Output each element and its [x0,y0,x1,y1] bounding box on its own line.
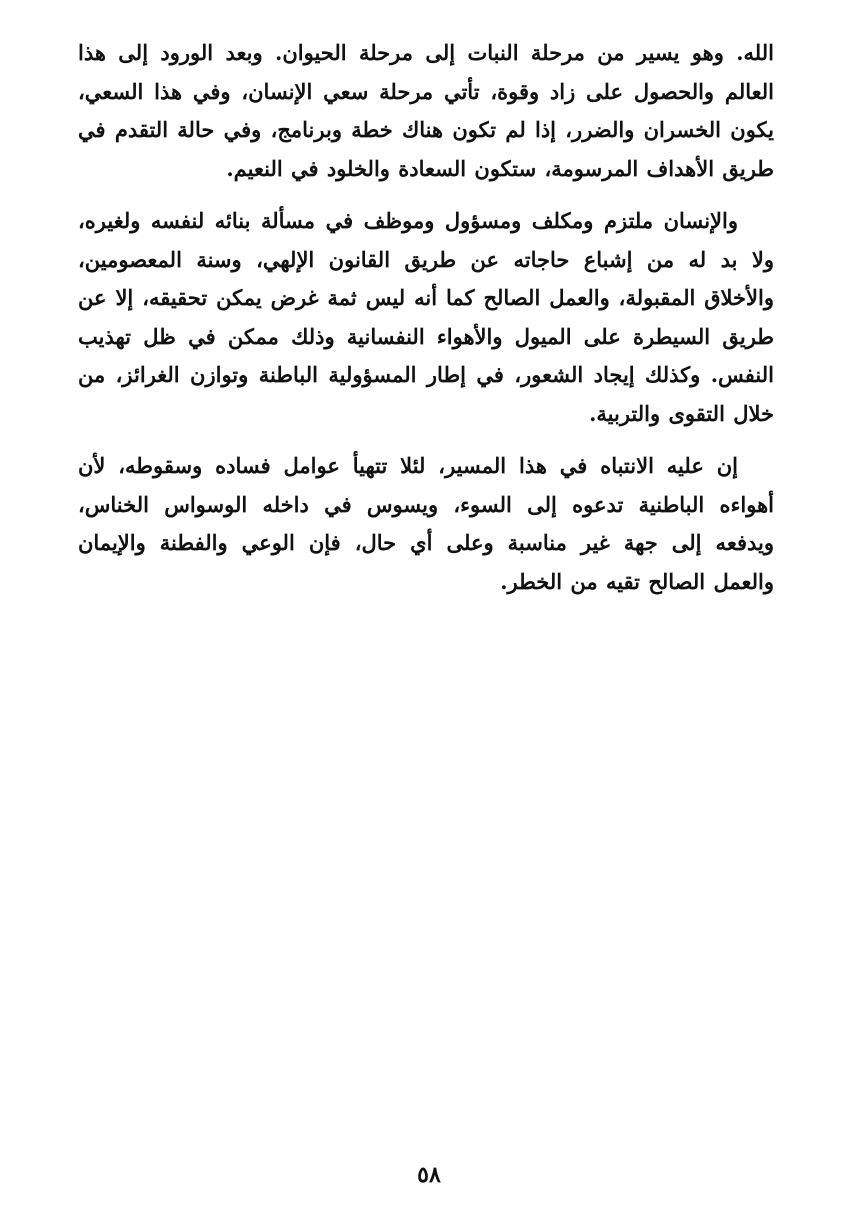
paragraph-3: إن عليه الانتباه في هذا المسير، لئلا تتهيأ عوامل فساده وسقوطه، لأن أهواءه الباطنية تدعوه إلى السوء، ويسوس في داخله الوسواس الخناس، ويدفعه إلى جهة غير مناسبة وعلى أي حال، فإن الوعي والفطنة والإيمان والعمل الصالح تقيه من الخطر. [78,453,774,594]
page-number: ٥٨ [417,1162,441,1188]
paragraph-2: والإنسان ملتزم ومكلف ومسؤول وموظف في مسألة بنائه لنفسه ولغيره، ولا بد له من إشباع حاجاته عن طريق القانون الإلهي، وسنة المعصومين، والأخلاق المقبولة، والعمل الصالح كما أنه ليس ثمة غرض يمكن تحقيقه، إلا عن طريق السيطرة على الميول والأهواء النفسانية وذلك ممكن في ظل تهذيب النفس. وكذلك إيجاد الشعور، في إطار المسؤولية الباطنة وتوازن الغرائز، من خلال التقوى والتربية. [78,208,774,426]
body-text [78,34,774,615]
paragraph-1: الله. وهو يسير من مرحلة النبات إلى مرحلة الحيوان. وبعد الورود إلى هذا العالم والحصول على زاد وقوة، تأتي مرحلة سعي الإنسان، وفي هذا السعي، يكون الخسران والضرر، إذا لم تكون هناك خطة وبرنامج، وفي حالة التقدم في طريق الأهداف المرسومة، ستكون السعادة والخلود في النعيم. [78,40,774,181]
